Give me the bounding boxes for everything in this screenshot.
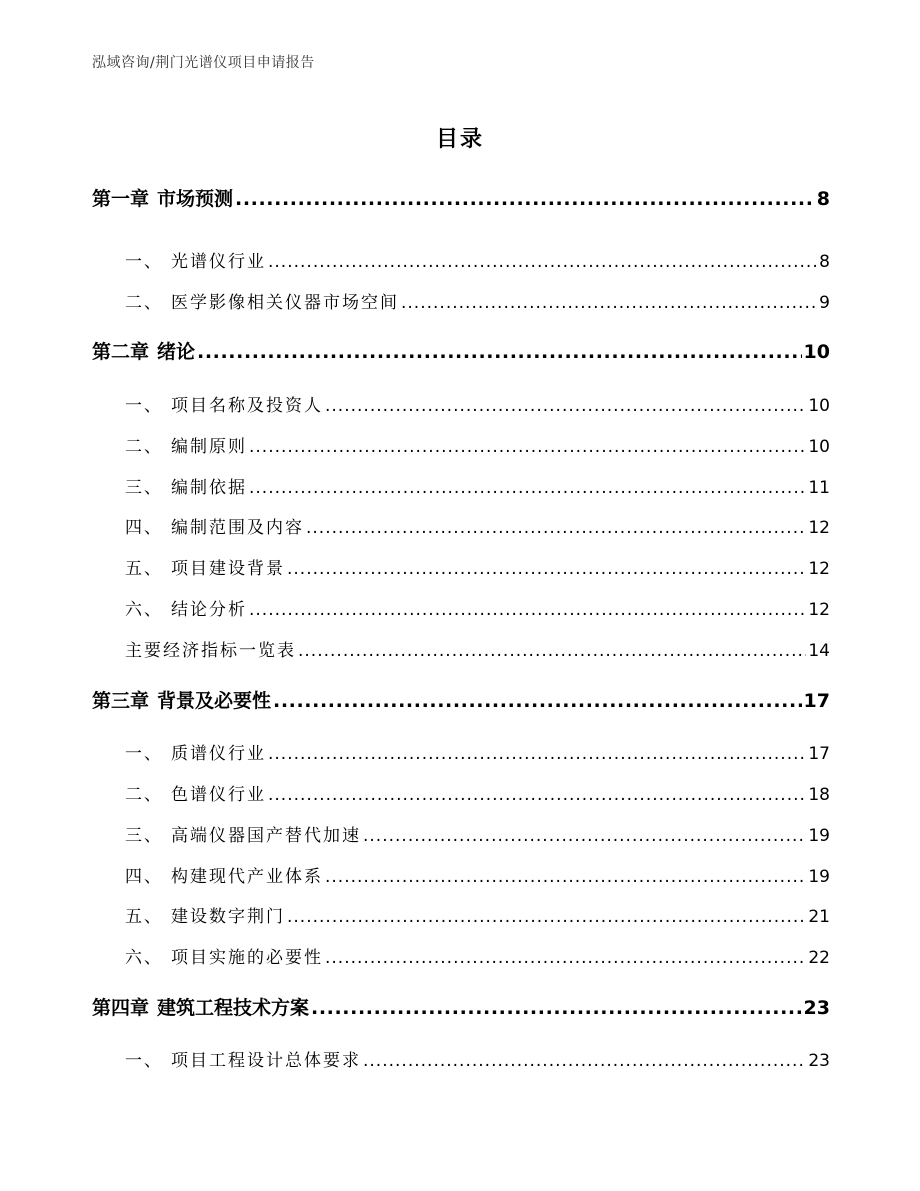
toc-leader-dots — [325, 948, 806, 968]
toc-section-number: 二、 — [125, 785, 163, 805]
toc-section-title: 编制范围及内容 — [171, 518, 304, 538]
page-title: 目录 — [435, 127, 484, 152]
toc-page-number: 19 — [808, 867, 830, 887]
running-header: 泓域咨询/荆门光谱仪项目申请报告 — [92, 55, 315, 71]
toc-section-title: 编制依据 — [171, 478, 247, 498]
toc-page-number: 19 — [808, 826, 830, 846]
toc-section[interactable] — [125, 595, 830, 620]
toc-chapter[interactable] — [92, 993, 830, 1020]
toc-section-title: 项目实施的必要性 — [171, 948, 323, 968]
toc-page-number: 17 — [803, 690, 830, 712]
toc-section-number: 五、 — [125, 559, 163, 579]
toc-section[interactable] — [125, 943, 830, 968]
toc-section-number: 二、 — [125, 437, 163, 457]
toc-leader-dots — [306, 518, 806, 538]
toc-page-number: 22 — [808, 948, 830, 968]
toc-section[interactable] — [125, 862, 830, 887]
toc-section-number: 四、 — [125, 867, 163, 887]
toc-leader-dots — [249, 478, 806, 498]
toc-section-number: 一、 — [125, 252, 163, 272]
toc-section-title: 项目建设背景 — [171, 559, 285, 579]
toc-section-title: 项目工程设计总体要求 — [171, 1051, 361, 1071]
toc-leader-dots — [268, 744, 806, 764]
toc-section[interactable] — [125, 780, 830, 805]
toc-section-title: 医学影像相关仪器市场空间 — [171, 293, 399, 313]
toc-chapter-number: 第三章 — [92, 690, 150, 712]
toc-section-number: 三、 — [125, 826, 163, 846]
toc-section[interactable] — [125, 513, 830, 538]
toc-page-number: 18 — [808, 785, 830, 805]
toc-chapter-number: 第一章 — [92, 188, 150, 210]
toc-chapter-title: 建筑工程技术方案 — [157, 997, 310, 1019]
toc-page-number: 21 — [808, 907, 830, 927]
toc-page-number: 9 — [819, 293, 830, 313]
toc-section[interactable] — [125, 1046, 830, 1071]
toc-section-title: 结论分析 — [171, 600, 247, 620]
toc-leader-dots — [249, 600, 806, 620]
toc-leader-dots — [268, 785, 806, 805]
toc-leader-dots — [311, 997, 802, 1019]
toc-section-number: 一、 — [125, 396, 163, 416]
toc-leader-dots — [287, 907, 806, 927]
toc-section[interactable] — [125, 554, 830, 579]
toc-section[interactable] — [125, 391, 830, 416]
toc-chapter-number: 第四章 — [92, 997, 150, 1019]
toc-section-number: 二、 — [125, 293, 163, 313]
toc-page-number: 12 — [808, 600, 830, 620]
toc-section-number: 六、 — [125, 600, 163, 620]
toc-section[interactable] — [125, 821, 830, 846]
toc-section-title: 主要经济指标一览表 — [125, 641, 296, 661]
toc-section[interactable] — [125, 902, 830, 927]
toc-leader-dots — [197, 341, 802, 363]
toc-leader-dots — [287, 559, 806, 579]
toc-chapter-title: 绪论 — [157, 341, 196, 363]
toc-chapter[interactable] — [92, 686, 830, 713]
toc-section-number: 一、 — [125, 744, 163, 764]
toc-section-title: 建设数字荆门 — [171, 907, 285, 927]
toc-leader-dots — [268, 252, 817, 272]
toc-leader-dots — [325, 867, 806, 887]
toc-section-number: 四、 — [125, 518, 163, 538]
toc-section-number: 五、 — [125, 907, 163, 927]
toc-chapter[interactable] — [92, 184, 830, 211]
toc-leader-dots — [401, 293, 817, 313]
toc-page-number: 8 — [819, 252, 830, 272]
toc-section[interactable] — [125, 288, 830, 313]
toc-leader-dots — [249, 437, 806, 457]
toc-leader-dots — [298, 641, 806, 661]
toc-page-number: 11 — [808, 478, 830, 498]
toc-page-number: 10 — [803, 341, 830, 363]
toc-leader-dots — [363, 826, 806, 846]
toc-page-number: 8 — [816, 188, 830, 210]
toc-section-title: 构建现代产业体系 — [171, 867, 323, 887]
toc-page-number: 12 — [808, 518, 830, 538]
toc-page-number: 10 — [808, 396, 830, 416]
toc-page-number: 23 — [808, 1051, 830, 1071]
toc-section-title: 高端仪器国产替代加速 — [171, 826, 361, 846]
toc-section-number: 六、 — [125, 948, 163, 968]
toc-section[interactable] — [125, 247, 830, 272]
toc-leader-dots — [325, 396, 806, 416]
toc-section[interactable] — [125, 636, 830, 661]
toc-page-number: 23 — [803, 997, 830, 1019]
toc-leader-dots — [235, 188, 815, 210]
toc-page-number: 17 — [808, 744, 830, 764]
toc-section-title: 项目名称及投资人 — [171, 396, 323, 416]
toc-section[interactable] — [125, 473, 830, 498]
toc-page-number: 10 — [808, 437, 830, 457]
toc-leader-dots — [363, 1051, 806, 1071]
toc-chapter-title: 背景及必要性 — [157, 690, 272, 712]
toc-section-title: 编制原则 — [171, 437, 247, 457]
toc-chapter-number: 第二章 — [92, 341, 150, 363]
toc-chapter-title: 市场预测 — [157, 188, 234, 210]
toc-page-number: 14 — [808, 641, 830, 661]
toc-section-number: 三、 — [125, 478, 163, 498]
toc-section-title: 光谱仪行业 — [171, 252, 266, 272]
toc-chapter[interactable] — [92, 337, 830, 364]
toc-section[interactable] — [125, 739, 830, 764]
toc-page-number: 12 — [808, 559, 830, 579]
toc-section-title: 质谱仪行业 — [171, 744, 266, 764]
toc-section[interactable] — [125, 432, 830, 457]
toc-section-number: 一、 — [125, 1051, 163, 1071]
toc-leader-dots — [273, 690, 802, 712]
toc-section-title: 色谱仪行业 — [171, 785, 266, 805]
